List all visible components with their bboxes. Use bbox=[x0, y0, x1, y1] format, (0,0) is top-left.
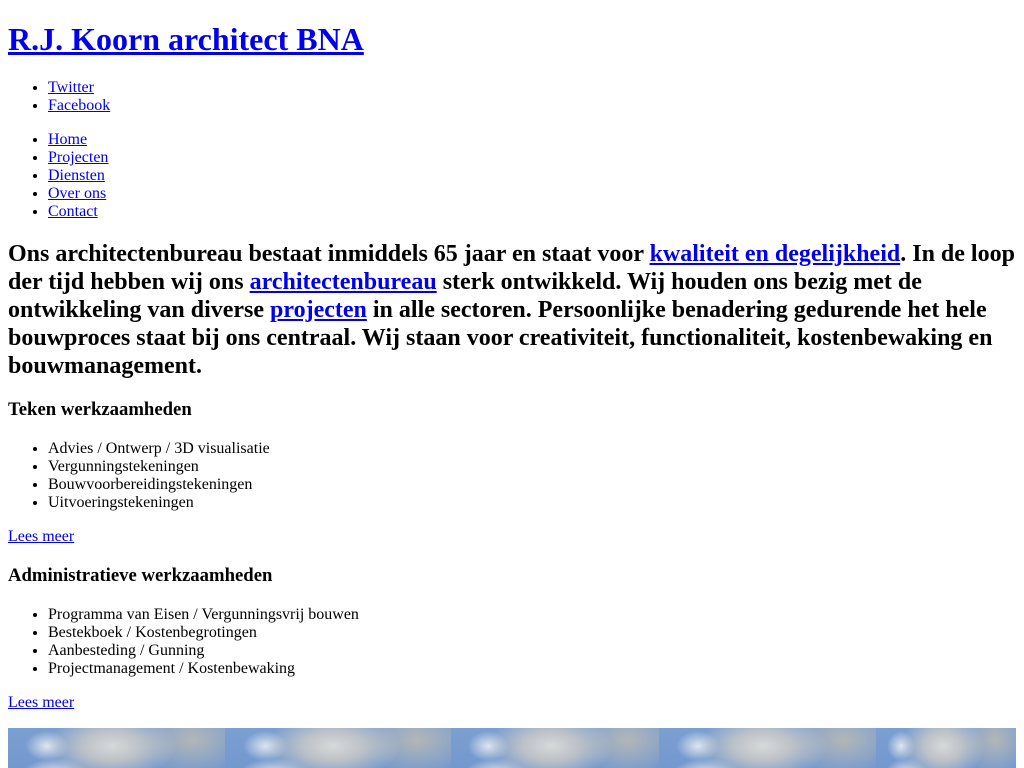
read-more-wrapper bbox=[8, 694, 1016, 712]
list-item: • Vergunningstekeningen bbox=[48, 458, 1016, 476]
photo-gallery bbox=[8, 728, 1016, 768]
intro-paragraph bbox=[8, 240, 1016, 380]
list-item: • Bestekboek / Kostenbegrotingen bbox=[48, 624, 1016, 642]
gallery-image-cloudy-sky[interactable] bbox=[876, 728, 1016, 768]
nav-item-projecten bbox=[48, 149, 1016, 167]
nav-item-home bbox=[48, 131, 1016, 149]
read-more-link[interactable]: Lees meer bbox=[8, 694, 75, 711]
gallery-image-cloudy-sky[interactable] bbox=[659, 728, 876, 768]
nav-link-home[interactable]: Home bbox=[48, 131, 88, 148]
architectenbureau-link[interactable]: architectenbureau bbox=[249, 269, 437, 295]
read-more-link[interactable]: Lees meer bbox=[8, 528, 75, 545]
list-item: • Bouwvoorbereidingstekeningen bbox=[48, 476, 1016, 494]
list-item: • Aanbesteding / Gunning bbox=[48, 642, 1016, 660]
nav-item-contact bbox=[48, 203, 1016, 221]
list-item: • Projectmanagement / Kostenbewaking bbox=[48, 660, 1016, 678]
section-title: Teken werkzaamheden bbox=[8, 399, 192, 420]
list-item: • Uitvoeringstekeningen bbox=[48, 494, 1016, 512]
gallery-image-cloudy-sky[interactable] bbox=[8, 728, 225, 768]
nav-link-projecten[interactable]: Projecten bbox=[48, 149, 109, 166]
intro-text-1: Ons architectenbureau bestaat inmiddels 65 jaar en staat voor bbox=[8, 241, 650, 267]
site-title-link[interactable]: R.J. Koorn architect BNA bbox=[8, 21, 364, 57]
section-teken-werkzaamheden bbox=[8, 399, 1016, 546]
gallery-image-cloudy-sky[interactable] bbox=[225, 728, 451, 768]
projecten-link[interactable]: projecten bbox=[270, 297, 367, 323]
twitter-link[interactable]: Twitter bbox=[48, 79, 94, 96]
nav-link-contact[interactable]: Contact bbox=[48, 203, 98, 220]
list-item: • Advies / Ontwerp / 3D visualisatie bbox=[48, 440, 1016, 458]
intro-text-2: . In de loop der tijd hebben wij ons bbox=[8, 241, 1015, 295]
service-list bbox=[8, 606, 1016, 678]
nav-item-over-ons bbox=[48, 185, 1016, 203]
social-item-facebook bbox=[48, 97, 1016, 115]
section-administratieve-werkzaamheden bbox=[8, 565, 1016, 712]
intro-text-3: sterk ontwikkeld. Wij houden ons bezig met de ontwikkeling van diverse bbox=[8, 269, 922, 323]
nav-link-diensten[interactable]: Diensten bbox=[48, 167, 105, 184]
site-title bbox=[8, 21, 1016, 58]
facebook-link[interactable]: Facebook bbox=[48, 97, 111, 114]
gallery-image-cloudy-sky[interactable] bbox=[451, 728, 659, 768]
intro-text-4: in alle sectoren. Persoonlijke benadering gedurende het hele bouwproces staat bij ons centraal. Wij staan voor creativiteit, functionaliteit, kostenbewaking en bouwmanagement. bbox=[8, 297, 993, 379]
social-links bbox=[8, 79, 1016, 115]
nav-item-diensten bbox=[48, 167, 1016, 185]
service-list bbox=[8, 440, 1016, 512]
read-more-wrapper bbox=[8, 528, 1016, 546]
section-title: Administratieve werkzaamheden bbox=[8, 565, 273, 586]
nav-link-over-ons[interactable]: Over ons bbox=[48, 185, 107, 202]
quality-link[interactable]: kwaliteit en degelijkheid bbox=[649, 241, 901, 267]
social-item-twitter bbox=[48, 79, 1016, 97]
list-item: • Programma van Eisen / Vergunningsvrij bouwen bbox=[48, 606, 1016, 624]
main-navigation bbox=[8, 131, 1016, 221]
